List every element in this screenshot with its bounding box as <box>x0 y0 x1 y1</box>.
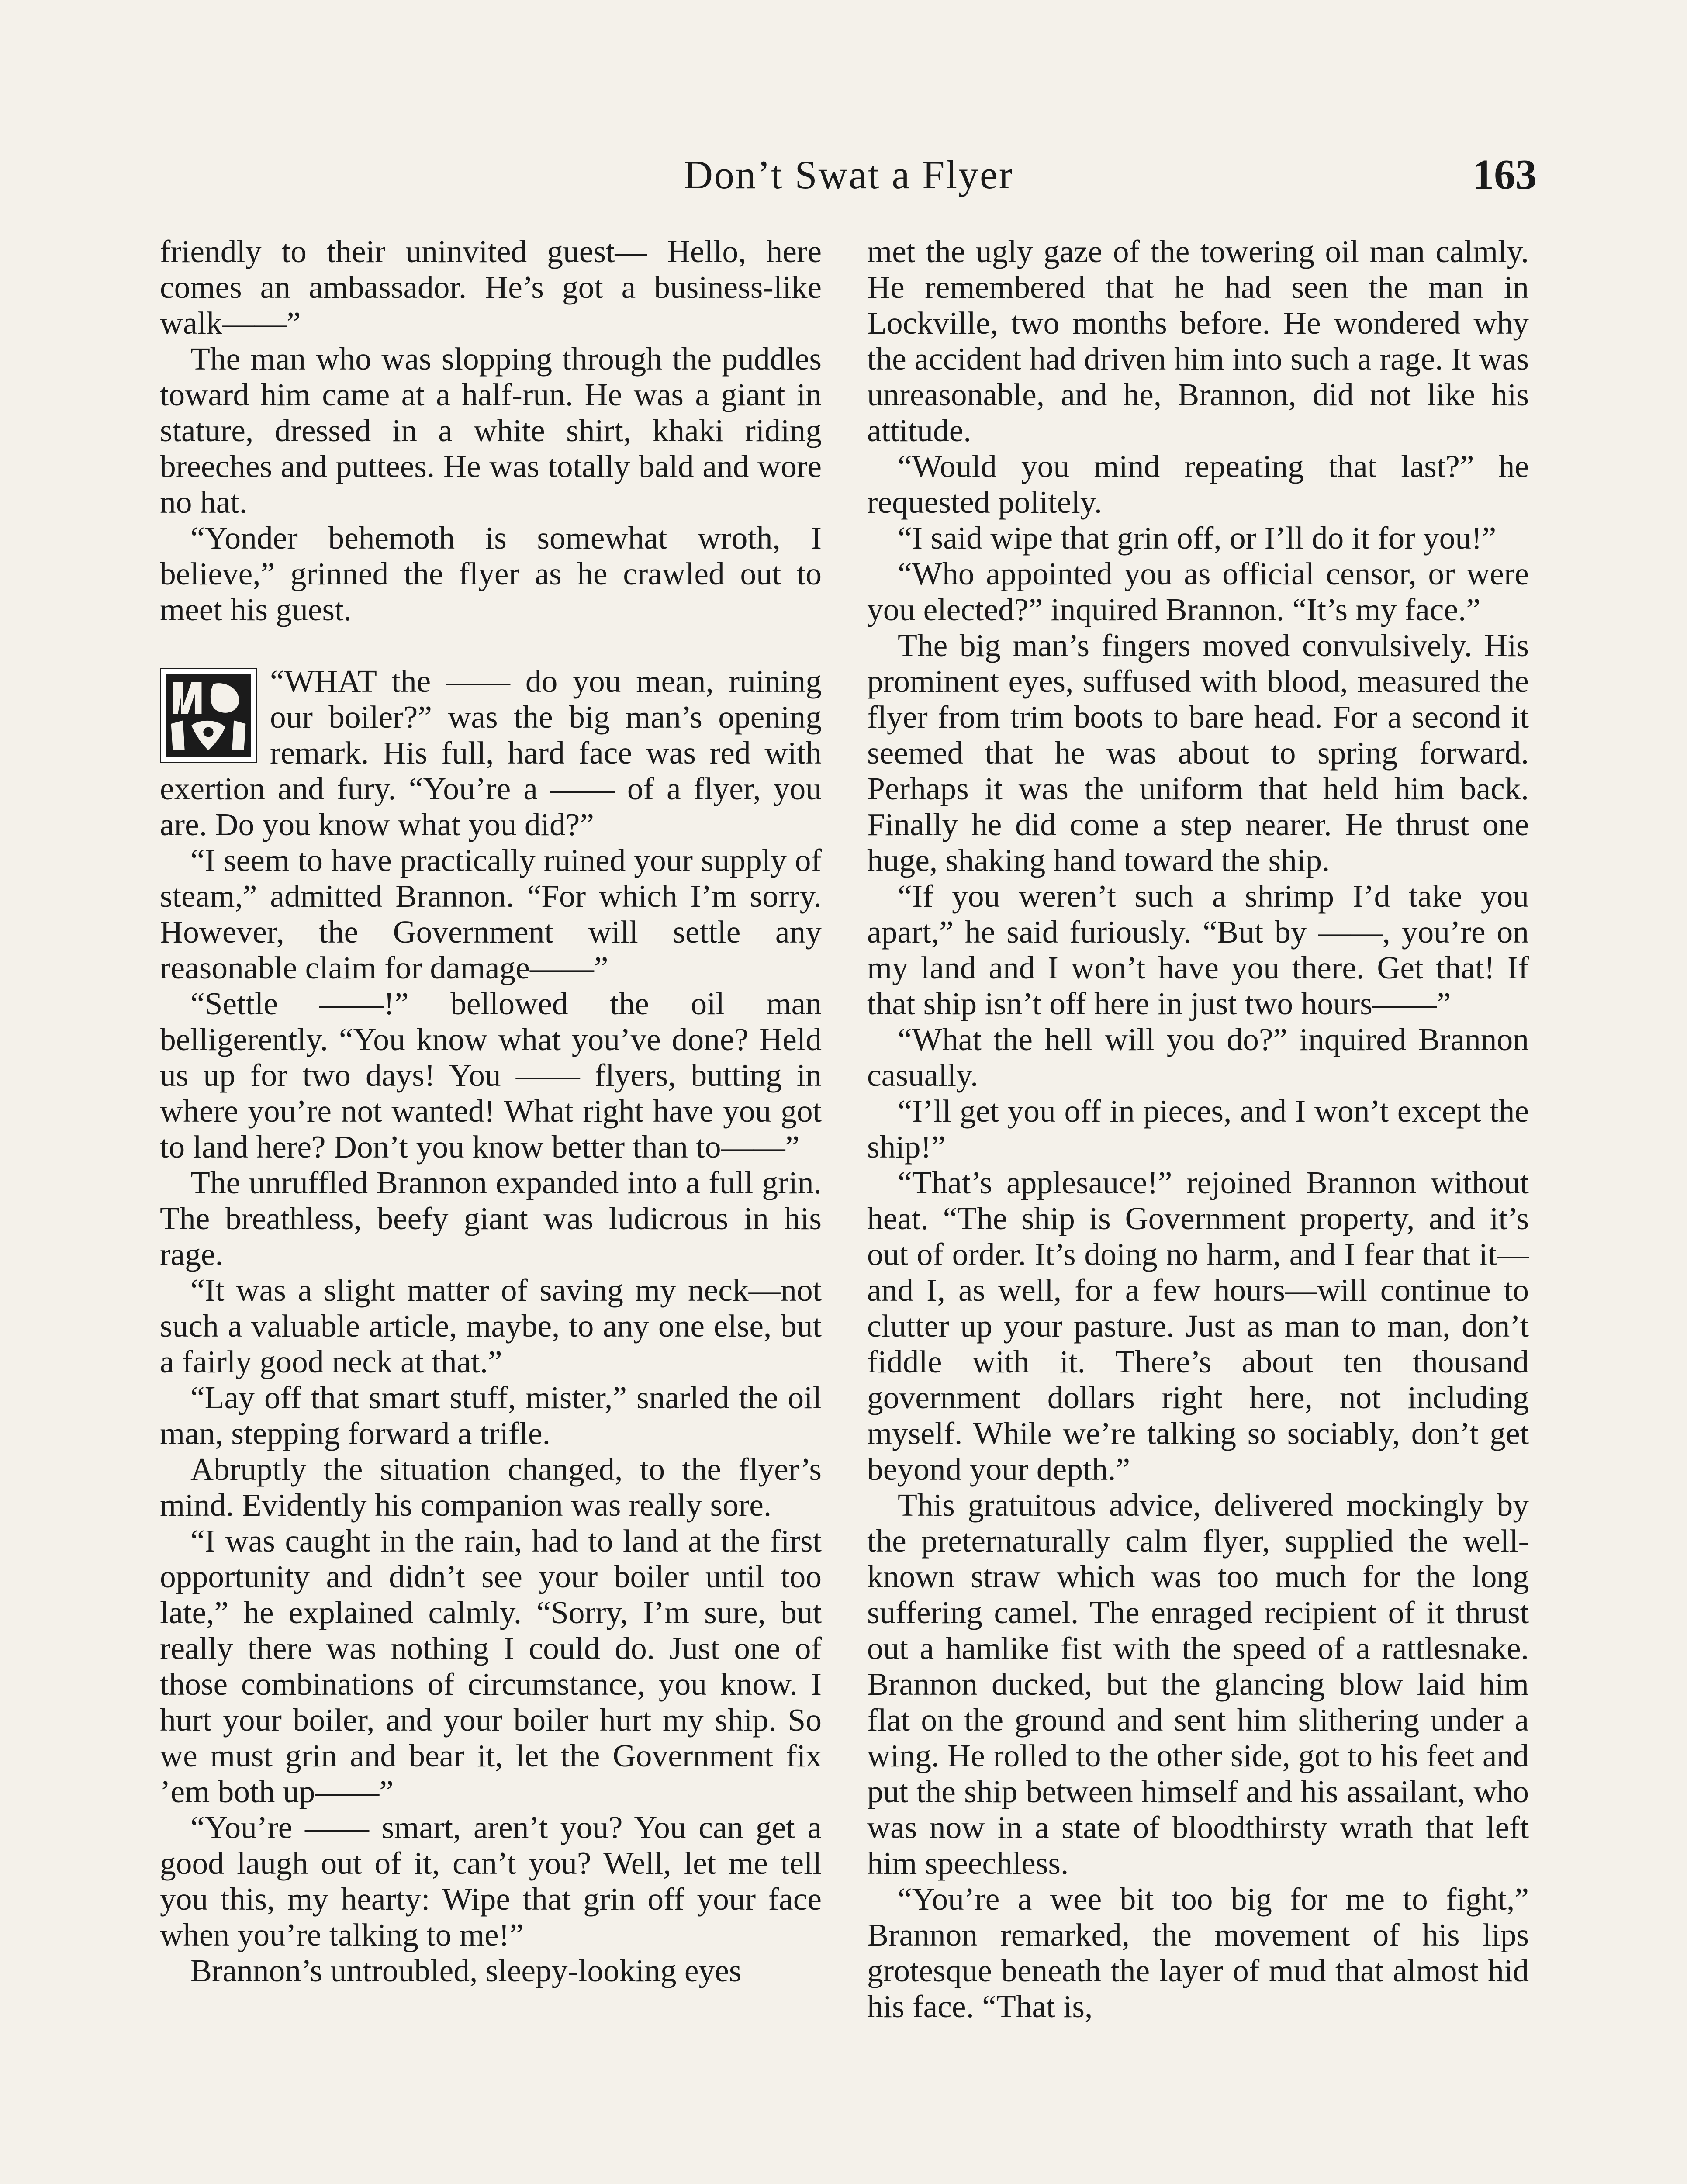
paragraph: “You’re a wee bit too big for me to fight,” Brannon remarked, the movement of his lips grotesque beneath the layer of mud that almost hid his face. “That is, <box>867 1881 1529 2024</box>
paragraph: Brannon’s untroubled, sleepy-looking eyes <box>190 1953 742 1988</box>
paragraph: met the ugly gaze of the towering oil man calmly. He remembered that he had seen the man in Lockville, two months before. He wondered why the accident had driven him into such a rage. It was unreasonable, and he, Brannon, did not like his attitude. <box>867 234 1529 448</box>
paragraph: “What the hell will you do?” inquired Brannon casually. <box>867 1022 1529 1093</box>
paragraph: “It was a slight matter of saving my neck—not such a valuable article, maybe, to any one else, but a fairly good neck at that.” <box>160 1272 822 1379</box>
page-header <box>161 144 1537 205</box>
paragraph: friendly to their uninvited guest— Hello, here comes an ambassador. He’s got a business-like walk——” <box>160 234 822 341</box>
paragraph: “You’re —— smart, aren’t you? You can get a good laugh out of it, can’t you? Well, let me tell you this, my hearty: Wipe that grin off your face when you’re talking to me!” <box>160 1810 822 1952</box>
paragraph: “Who appointed you as official censor, or were you elected?” inquired Brannon. “It’s my face.” <box>867 556 1529 627</box>
paragraph: “I’ll get you off in pieces, and I won’t except the ship!” <box>867 1093 1529 1165</box>
paragraph: The big man’s fingers moved convulsively. His prominent eyes, suffused with blood, measured the flyer from trim boots to bare head. For a second it seemed that he was about to spring forward. Perhaps it was the uniform that held him back. Finally he did come a step nearer. He thrust one huge, shaking hand toward the ship. <box>867 628 1529 878</box>
paragraph: “I was caught in the rain, had to land at the first opportunity and didn’t see your boiler until too late,” he explained calmly. “Sorry, I’m sure, but really there was nothing I could do. Just one of those combinations of circumstance, you know. I hurt your boiler, and your boiler hurt my ship. So we must grin and bear it, let the Government fix ’em both up——” <box>160 1523 822 1809</box>
paragraph: “I said wipe that grin off, or I’ll do it for you!” <box>898 520 1497 556</box>
paragraph: The man who was slopping through the puddles toward him came at a half-run. He was a giant in stature, dressed in a white shirt, khaki riding breeches and puttees. He was totally bald and wore no hat. <box>160 341 822 520</box>
paragraph: “I seem to have practically ruined your supply of steam,” admitted Brannon. “For which I’m sorry. However, the Government will settle any reasonable claim for damage——” <box>160 843 822 985</box>
paragraph: “Would you mind repeating that last?” he requested politely. <box>867 449 1529 520</box>
paragraph: “That’s applesauce!” rejoined Brannon without heat. “The ship is Government property, and it’s out of order. It’s doing no harm, and I fear that it—and I, as well, for a few hours—will continue to clutter up your pasture. Just as man to man, don’t fiddle with it. There’s about ten thousand government dollars right here, not including myself. While we’re talking so sociably, don’t get beyond your depth.” <box>867 1165 1529 1487</box>
section-break <box>160 628 822 663</box>
paragraph: “Settle ——!” bellowed the oil man belligerently. “You know what you’ve done? Held us up for two days! You —— flyers, butting in where you’re not wanted! What right have you got to land here? Don’t you know better than to——” <box>160 986 822 1165</box>
page-number: 163 <box>1473 151 1537 198</box>
right-column <box>867 234 1529 2025</box>
paragraph: The unruffled Brannon expanded into a full grin. The breathless, beefy giant was ludicrous in his rage. <box>160 1165 822 1272</box>
paragraph: This gratuitous advice, delivered mockingly by the preternaturally calm flyer, supplied the well-known straw which was too much for the long suffering camel. The enraged recipient of it thrust out a hamlike fist with the speed of a rattlesnake. Brannon ducked, but the glancing blow laid him flat on the ground and sent him slithering under a wing. He rolled to the other side, got to his feet and put the ship between himself and his assailant, who was now in a state of bloodthirsty wrath that left him speechless. <box>867 1487 1529 1881</box>
running-title: Don’t Swat a Flyer <box>684 152 1014 197</box>
paragraph: “If you weren’t such a shrimp I’d take you apart,” he said furiously. “But by ——, you’re on my land and I won’t have you there. Get that! If that ship isn’t off here in just two hours——” <box>867 878 1529 1021</box>
paragraph: Abruptly the situation changed, to the flyer’s mind. Evidently his companion was really sore. <box>160 1451 822 1523</box>
paragraph: “WHAT the —— do you mean, ruining our boiler?” was the big man’s opening remark. His full, hard face was red with exertion and fury. “You’re a —— of a flyer, you are. Do you know what you did?” <box>160 663 822 842</box>
decorative-initial-icon <box>160 668 257 763</box>
paragraph: “Lay off that smart stuff, mister,” snarled the oil man, stepping forward a trifle. <box>160 1380 822 1451</box>
left-column <box>160 234 822 1989</box>
paragraph: “Yonder behemoth is somewhat wroth, I believe,” grinned the flyer as he crawled out to meet his guest. <box>160 520 822 627</box>
